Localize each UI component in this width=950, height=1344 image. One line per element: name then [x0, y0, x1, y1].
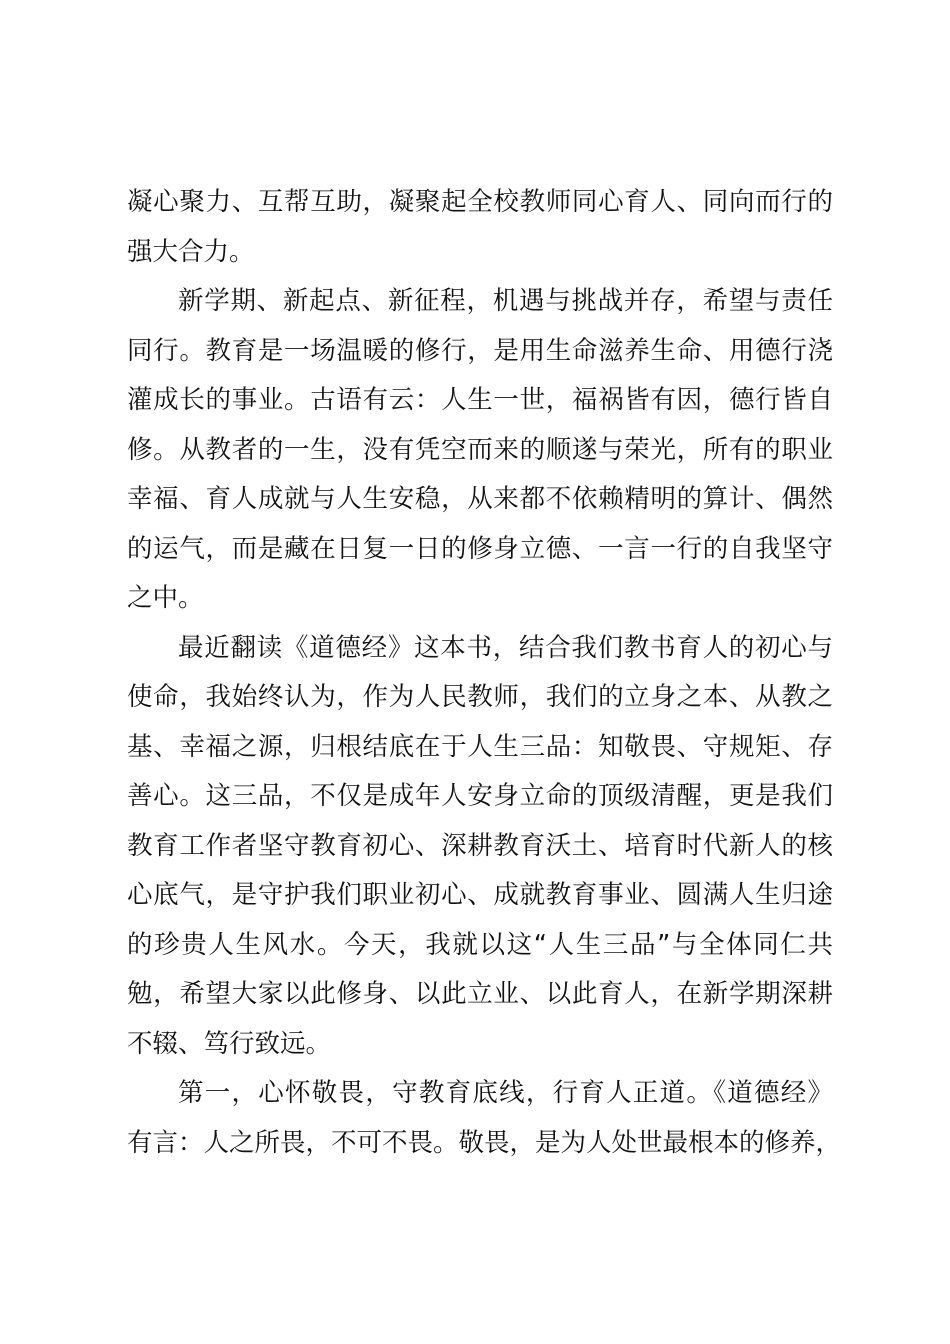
text-line: 修。从教者的一生，没有凭空而来的顺遂与荣光，所有的职业 — [127, 434, 833, 465]
text-line: 有言：人之所畏，不可不畏。敬畏，是为人处世最根本的修养， — [127, 1127, 842, 1158]
text-line: 的运气，而是藏在日复一日的修身立德、一言一行的自我坚守 — [127, 533, 833, 564]
text-line: 同行。教育是一场温暖的修行，是用生命滋养生命、用德行浇 — [127, 335, 833, 366]
text-line: 勉，希望大家以此修身、以此立业、以此育人，在新学期深耕 — [127, 979, 833, 1009]
paragraph-3 — [127, 624, 833, 1070]
text-line: 幸福、育人成就与人生安稳，从来都不依赖精明的算计、偶然 — [127, 484, 833, 514]
paragraph-1 — [127, 178, 833, 277]
text-line: 使命，我始终认为，作为人民教师，我们的立身之本、从教之 — [127, 682, 833, 712]
paragraph-2 — [127, 277, 833, 624]
text-line: 的珍贵人生风水。今天，我就以这“人生三品”与全体同仁共 — [127, 929, 833, 960]
text-line: 最近翻读《道德经》这本书，结合我们教书育人的初心与 — [178, 632, 833, 663]
paragraph-4 — [127, 1069, 842, 1168]
text-line: 新学期、新起点、新征程，机遇与挑战并存，希望与责任 — [178, 286, 833, 316]
text-line: 心底气，是守护我们职业初心、成就教育事业、圆满人生归途 — [127, 880, 833, 910]
text-line: 之中。 — [127, 583, 204, 613]
text-line: 第一，心怀敬畏，守教育底线，行育人正道。《道德经》 — [178, 1078, 833, 1108]
text-line: 灌成长的事业。古语有云：人生一世，福祸皆有因，德行皆自 — [127, 385, 833, 415]
body-text — [127, 178, 842, 1168]
text-line: 凝心聚力、互帮互助，凝聚起全校教师同心育人、同向而行的 — [127, 187, 833, 217]
text-line: 教育工作者坚守教育初心、深耕教育沃土、培育时代新人的核 — [127, 830, 833, 861]
text-line: 强大合力。 — [127, 236, 255, 267]
text-line: 不辍、笃行致远。 — [127, 1028, 332, 1059]
text-line: 基、幸福之源，归根结底在于人生三品：知敬畏、守规矩、存 — [127, 731, 833, 762]
text-line: 善心。这三品，不仅是成年人安身立命的顶级清醒，更是我们 — [127, 781, 833, 811]
